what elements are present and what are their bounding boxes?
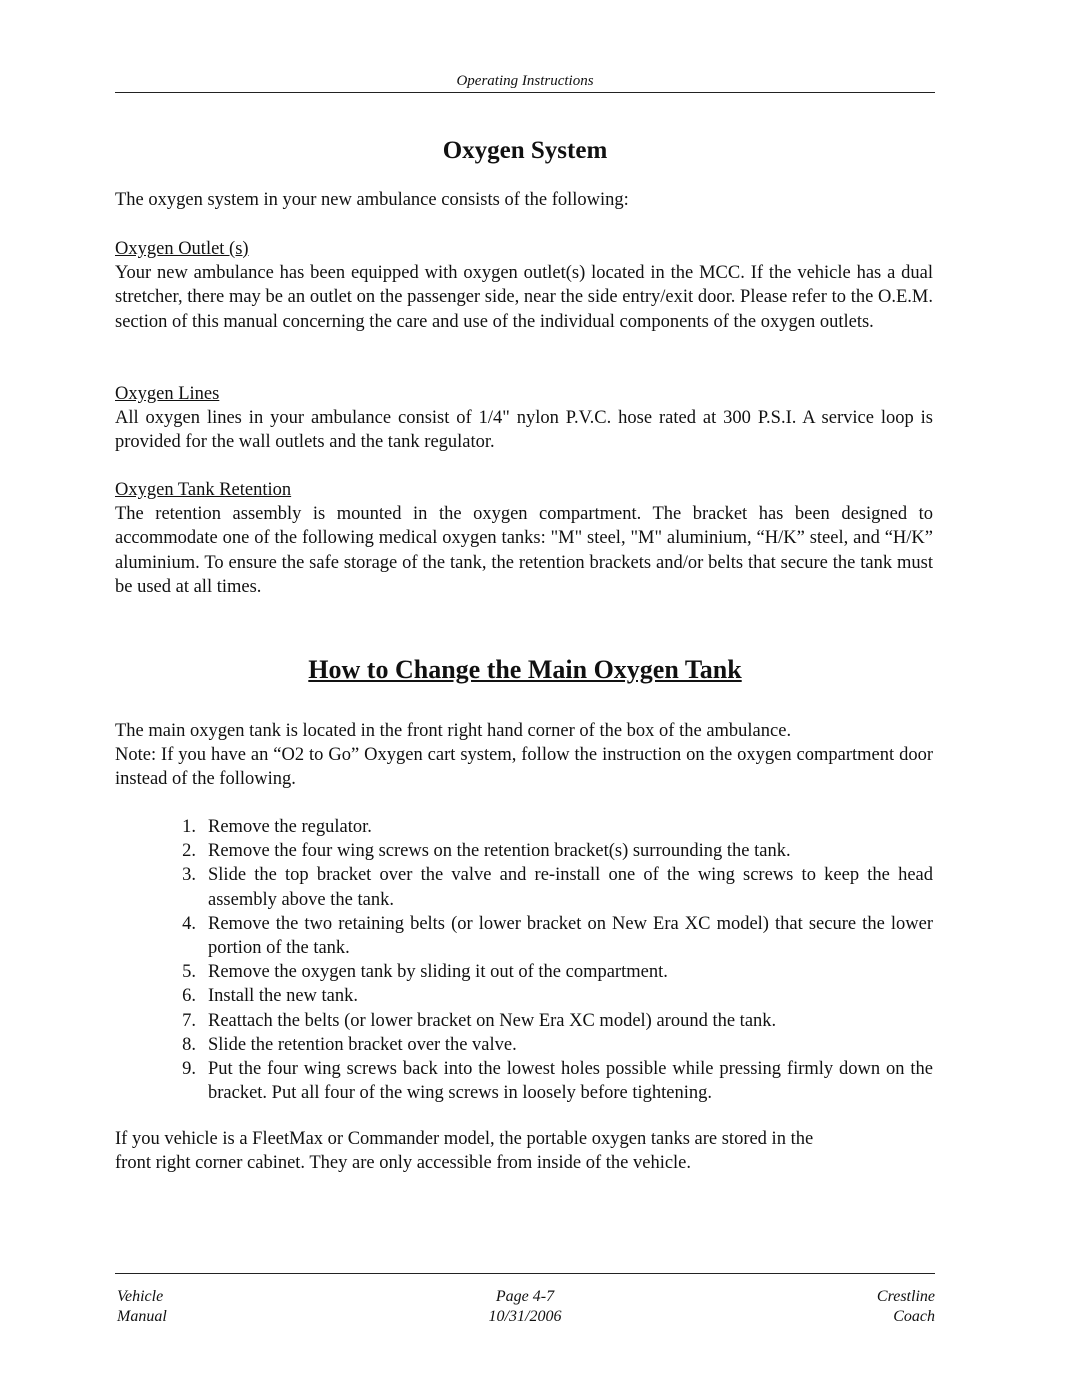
list-item: 4. Remove the two retaining belts (or lower bracket on New Era XC model) that secure the lower portion of the tank. bbox=[182, 913, 933, 959]
subsection-heading: Oxygen Tank Retention bbox=[115, 480, 292, 500]
running-header: Operating Instructions bbox=[456, 73, 594, 89]
list-item: 1. Remove the regulator. bbox=[182, 817, 372, 837]
header-rule bbox=[115, 92, 935, 93]
subsection-oxygen-tank-retention bbox=[115, 478, 933, 599]
subsection-body: Your new ambulance has been equipped with oxygen outlet(s) located in the MCC. If the vehicle has a dual stretcher, there may be an outlet on the passenger side, near the side entry/exit door. Please refer to the O.E.M. section of this manual concerning the care and use of the individual components of the oxygen outlets. bbox=[115, 263, 933, 332]
footer-page-number: Page 4-7 10/31/2006 bbox=[488, 1288, 562, 1325]
list-item: 8. Slide the retention bracket over the valve. bbox=[182, 1034, 517, 1055]
section-title-oxygen-system: Oxygen System bbox=[442, 137, 608, 164]
list-item: 3. Slide the top bracket over the valve and re-install one of the wing screws to keep the head assembly above the tank. bbox=[182, 865, 933, 910]
footer-rule bbox=[115, 1273, 935, 1274]
closing-paragraph bbox=[115, 1127, 933, 1175]
closing-line: If you vehicle is a FleetMax or Commander model, the portable oxygen tanks are stored in the bbox=[115, 1129, 814, 1149]
section2-note: Note: If you have an “O2 to Go” Oxygen cart system, follow the instruction on the oxygen compartment door instead of the following. bbox=[115, 745, 933, 790]
section-title-change-tank: How to Change the Main Oxygen Tank bbox=[308, 655, 742, 684]
subsection-oxygen-lines bbox=[115, 382, 933, 455]
subsection-body: The retention assembly is mounted in the oxygen compartment. The bracket has been designed to accommodate one of the following medical oxygen tanks: "M" steel, "M" aluminium, “H/K” steel, and “H/K” aluminium. To ensure the safe storage of the tank, the retention brackets and/or belts that secure the tank must be used at all times. bbox=[115, 504, 933, 597]
subsection-body: All oxygen lines in your ambulance consist of 1/4" nylon P.V.C. hose rated at 300 P.S.I. A service loop is provided for the wall outlets and the tank regulator. bbox=[115, 408, 933, 453]
steps-list bbox=[170, 815, 933, 1105]
closing-line: front right corner cabinet. They are only accessible from inside of the vehicle. bbox=[115, 1153, 692, 1174]
list-item: 7. Reattach the belts (or lower bracket on New Era XC model) around the tank. bbox=[182, 1010, 777, 1031]
section2-intro-line: The main oxygen tank is located in the front right hand corner of the box of the ambulance. bbox=[115, 721, 792, 741]
subsection-oxygen-outlets bbox=[115, 237, 933, 334]
subsection-heading: Oxygen Outlet (s) bbox=[115, 239, 249, 259]
list-item: 5. Remove the oxygen tank by sliding it out of the compartment. bbox=[182, 962, 668, 983]
list-item: 2. Remove the four wing screws on the retention bracket(s) surrounding the tank. bbox=[182, 841, 791, 862]
section-intro: The oxygen system in your new ambulance consists of the following: bbox=[115, 190, 629, 210]
list-item: 9. Put the four wing screws back into the lowest holes possible while pressing firmly down on the bracket. Put all four of the wing screws in loosely before tightening. bbox=[182, 1059, 933, 1104]
subsection-heading: Oxygen Lines bbox=[115, 384, 220, 404]
footer-left: Vehicle Manual bbox=[117, 1288, 167, 1325]
list-item: 6. Install the new tank. bbox=[182, 986, 359, 1007]
footer-right: Crestline Coach bbox=[876, 1288, 935, 1325]
